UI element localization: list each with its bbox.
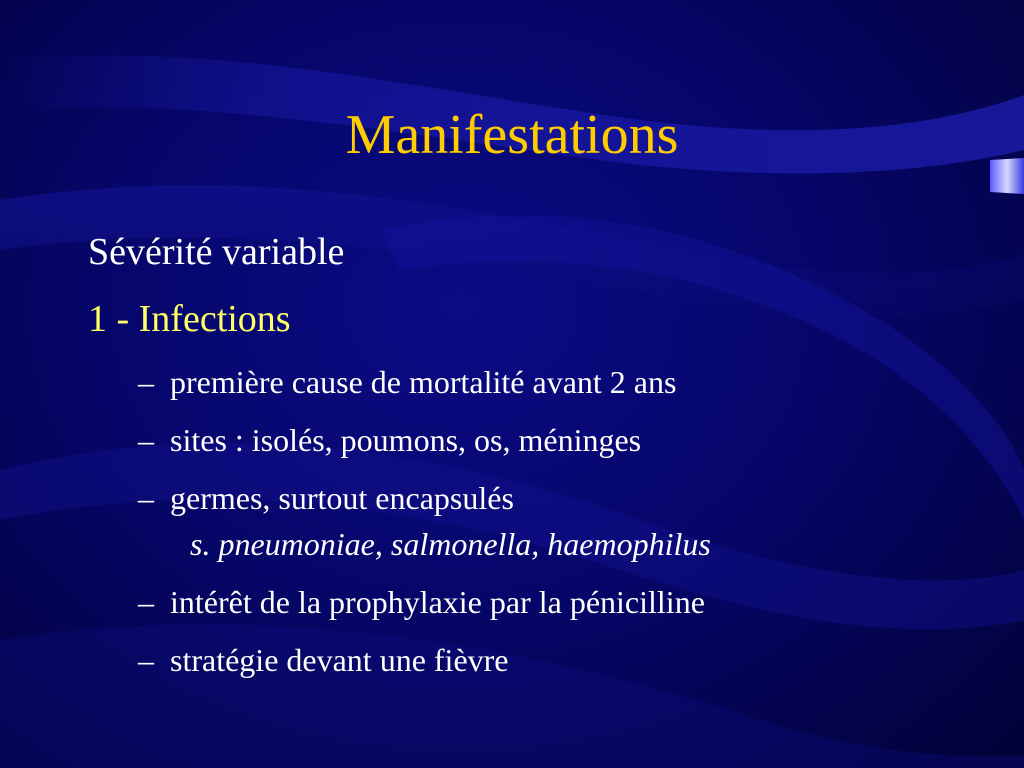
sub-bullet: [88, 478, 988, 564]
bullet-severity: Sévérité variable: [88, 231, 345, 273]
dash-bullet-marker: –: [138, 480, 154, 516]
sub-bullet-text: première cause de mortalité avant 2 ans: [170, 364, 677, 400]
sub-bullet-text: sites : isolés, poumons, os, méninges: [170, 422, 642, 458]
slide-title: Manifestations: [345, 104, 679, 166]
bullet-list: [88, 228, 988, 698]
dash-bullet-marker: –: [138, 642, 154, 678]
species-list: s. pneumoniae, salmonella, haemophilus: [190, 526, 711, 562]
sub-bullet-text: stratégie devant une fièvre: [170, 642, 509, 678]
sub-bullet: [88, 640, 988, 680]
sub-bullet: [88, 582, 988, 622]
sub-bullet-text: germes, surtout encapsulés: [170, 480, 514, 516]
sub-bullet-text: intérêt de la prophylaxie par la pénicilline: [170, 584, 705, 620]
dash-bullet-marker: –: [138, 422, 154, 458]
bullet-infections-heading: 1 - Infections: [88, 298, 291, 340]
sub-bullet: [88, 362, 988, 402]
sub-bullet: [88, 420, 988, 460]
dash-bullet-marker: –: [138, 364, 154, 400]
dash-bullet-marker: –: [138, 584, 154, 620]
